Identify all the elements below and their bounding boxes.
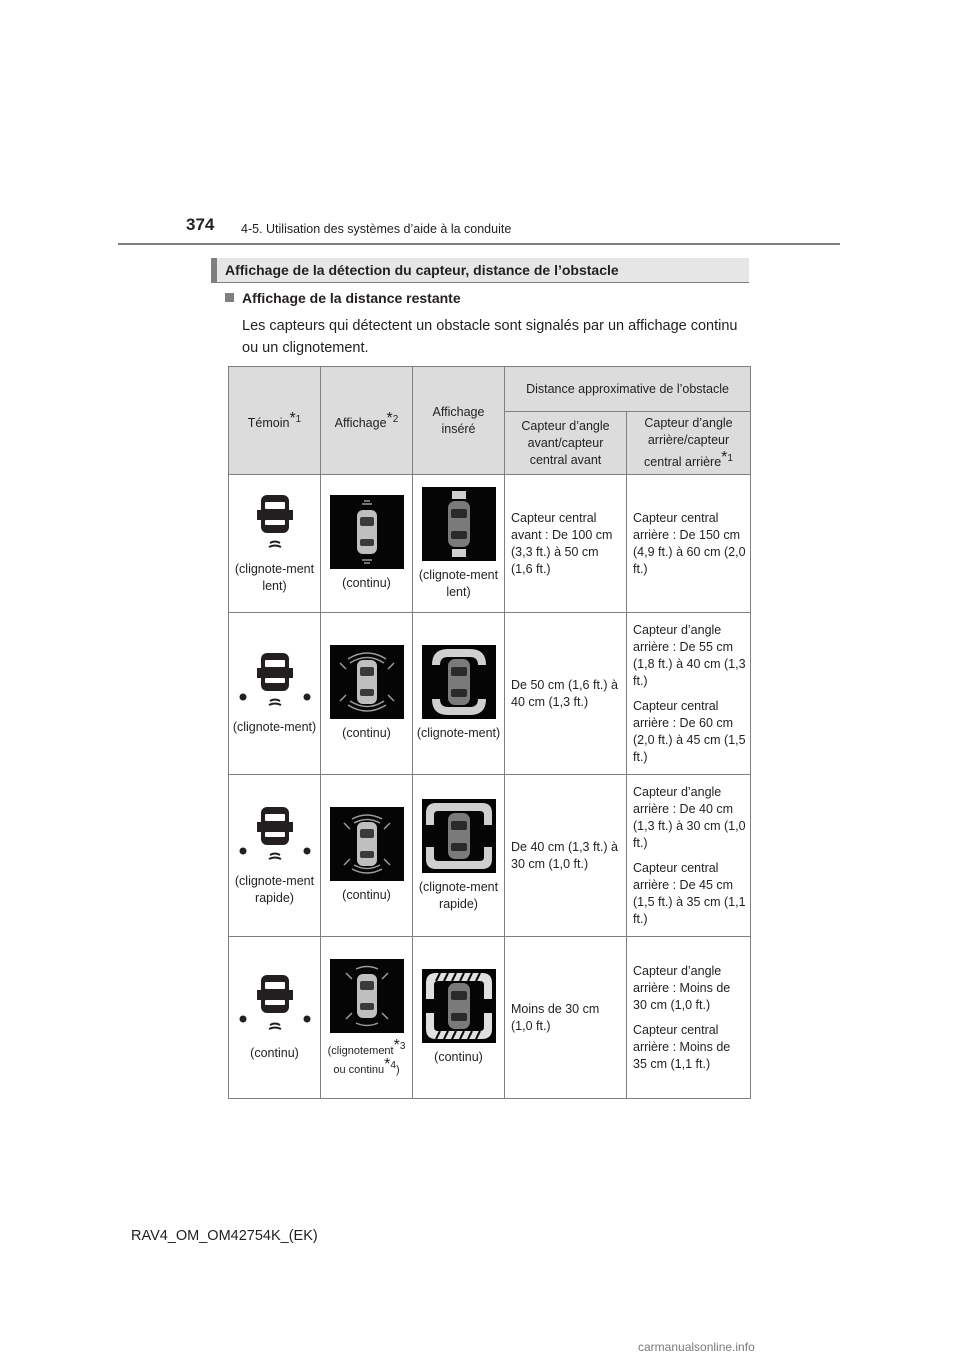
header-distance: Distance approximative de l’obstacle [505, 367, 751, 412]
inset-caption: (clignote-ment rapide) [418, 879, 499, 911]
temoin-cell [229, 775, 321, 937]
inset-display-icon [422, 799, 496, 873]
rear-distance-text: Capteur central arrière : De 45 cm (1,5 ft.) à 35 cm (1,1 ft.) [633, 860, 746, 926]
temoin-cell [229, 937, 321, 1099]
rear-distance-cell [627, 475, 751, 613]
display-caption: (clignotement*3 ou continu*4) [327, 1036, 406, 1076]
inset-caption: (continu) [434, 1050, 483, 1064]
section-header-bar [211, 258, 217, 282]
inset-display-icon [422, 645, 496, 719]
inset-cell [413, 613, 505, 775]
section-header [211, 258, 749, 283]
rear-distance-cell [627, 937, 751, 1099]
rear-distance-text: Capteur d’angle arrière : De 55 cm (1,8 ft.) à 40 cm (1,3 ft.) [633, 622, 746, 688]
vehicle-display-icon [330, 495, 404, 569]
sensor-dot-icon [239, 847, 246, 854]
header-avant: Capteur d’angle avant/capteur central avant [505, 412, 627, 475]
vehicle-display-icon [330, 645, 404, 719]
vehicle-display-icon [330, 959, 404, 1033]
distance-table [228, 366, 751, 1099]
sensor-dot-icon [303, 1016, 310, 1023]
sensor-wave-icon [269, 1024, 281, 1030]
display-caption: (continu) [342, 888, 391, 902]
display-cell [321, 775, 413, 937]
chapter-title: 4-5. Utilisation des systèmes d’aide à la conduite [241, 222, 512, 236]
temoin-caption: (clignote-ment lent) [234, 561, 315, 593]
rear-distance-text: Capteur d’angle arrière : Moins de 30 cm (1,0 ft.) [633, 963, 731, 1012]
inset-display-icon [422, 487, 496, 561]
watermark: carmanualsonline.info [638, 1340, 755, 1354]
sensor-wave-icon [269, 541, 281, 547]
page-number: 374 [186, 215, 215, 234]
header-rule [118, 243, 840, 245]
table-row [229, 937, 751, 1099]
car-indicator-icon [240, 493, 310, 551]
temoin-caption: (clignote-ment) [232, 720, 317, 734]
front-distance-text: De 50 cm (1,6 ft.) à 40 cm (1,3 ft.) [511, 677, 618, 709]
vehicle-display-icon [330, 807, 404, 881]
inset-caption: (clignote-ment) [416, 726, 501, 740]
display-cell [321, 613, 413, 775]
rear-distance-cell [627, 613, 751, 775]
inset-cell [413, 775, 505, 937]
footer-code: RAV4_OM_OM42754K_(EK) [131, 1228, 318, 1244]
temoin-caption: (continu) [250, 1046, 299, 1060]
car-indicator-icon [235, 805, 315, 863]
display-cell [321, 937, 413, 1099]
table-row [229, 775, 751, 937]
table-row [229, 613, 751, 775]
temoin-cell [229, 613, 321, 775]
section-title: Affichage de la détection du capteur, distance de l’obstacle [225, 262, 619, 278]
rear-distance-text: Capteur central arrière : De 60 cm (2,0 ft.) à 45 cm (1,5 ft.) [633, 698, 746, 764]
display-cell [321, 475, 413, 613]
sensor-dot-icon [239, 1016, 246, 1023]
header-arriere: Capteur d’angle arrière/capteur central arrière*$^1$ [627, 412, 751, 475]
header-affichage-insere: Affichage inséré [413, 367, 505, 475]
car-indicator-icon [235, 651, 315, 709]
inset-caption: (clignote-ment lent) [418, 567, 499, 599]
sensor-dot-icon [303, 847, 310, 854]
display-caption: (continu) [342, 576, 391, 590]
rear-distance-text: Capteur d’angle arrière : De 40 cm (1,3 ft.) à 30 cm (1,0 ft.) [633, 784, 746, 850]
rear-distance-text: Capteur central arrière : Moins de 35 cm (1,1 ft.) [633, 1022, 731, 1071]
sensor-wave-icon [269, 700, 281, 706]
inset-cell [413, 937, 505, 1099]
sub-heading-text: Affichage de la distance restante [242, 290, 461, 306]
sensor-dot-icon [303, 694, 310, 701]
front-distance-text: De 40 cm (1,3 ft.) à 30 cm (1,0 ft.) [511, 839, 618, 871]
temoin-cell [229, 475, 321, 613]
rear-distance-cell [627, 775, 751, 937]
temoin-caption: (clignote-ment rapide) [234, 873, 315, 905]
sensor-dot-icon [239, 694, 246, 701]
car-indicator-icon [235, 973, 315, 1035]
table-row [229, 475, 751, 613]
front-distance-text: Capteur central avant : De 100 cm (3,3 ft.) à 50 cm (1,6 ft.) [511, 510, 613, 576]
front-distance-cell [505, 937, 627, 1099]
front-distance-cell [505, 613, 627, 775]
header-row-1 [229, 367, 751, 412]
intro-text: Les capteurs qui détectent un obstacle sont signalés par un affichage continu ou un clignotement. [242, 318, 738, 356]
inset-cell [413, 475, 505, 613]
square-bullet-icon [225, 293, 234, 302]
display-caption: (continu) [342, 726, 391, 740]
header-temoin: Témoin*$^1$ [229, 367, 321, 475]
inset-display-icon [422, 969, 496, 1043]
front-distance-cell [505, 775, 627, 937]
sub-heading [225, 290, 461, 306]
sensor-wave-icon [269, 853, 281, 859]
rear-distance-text: Capteur central arrière : De 150 cm (4,9 ft.) à 60 cm (2,0 ft.) [633, 510, 746, 576]
front-distance-cell [505, 475, 627, 613]
front-distance-text: Moins de 30 cm (1,0 ft.) [511, 1001, 600, 1033]
header-affichage: Affichage*$^2$ [321, 367, 413, 475]
